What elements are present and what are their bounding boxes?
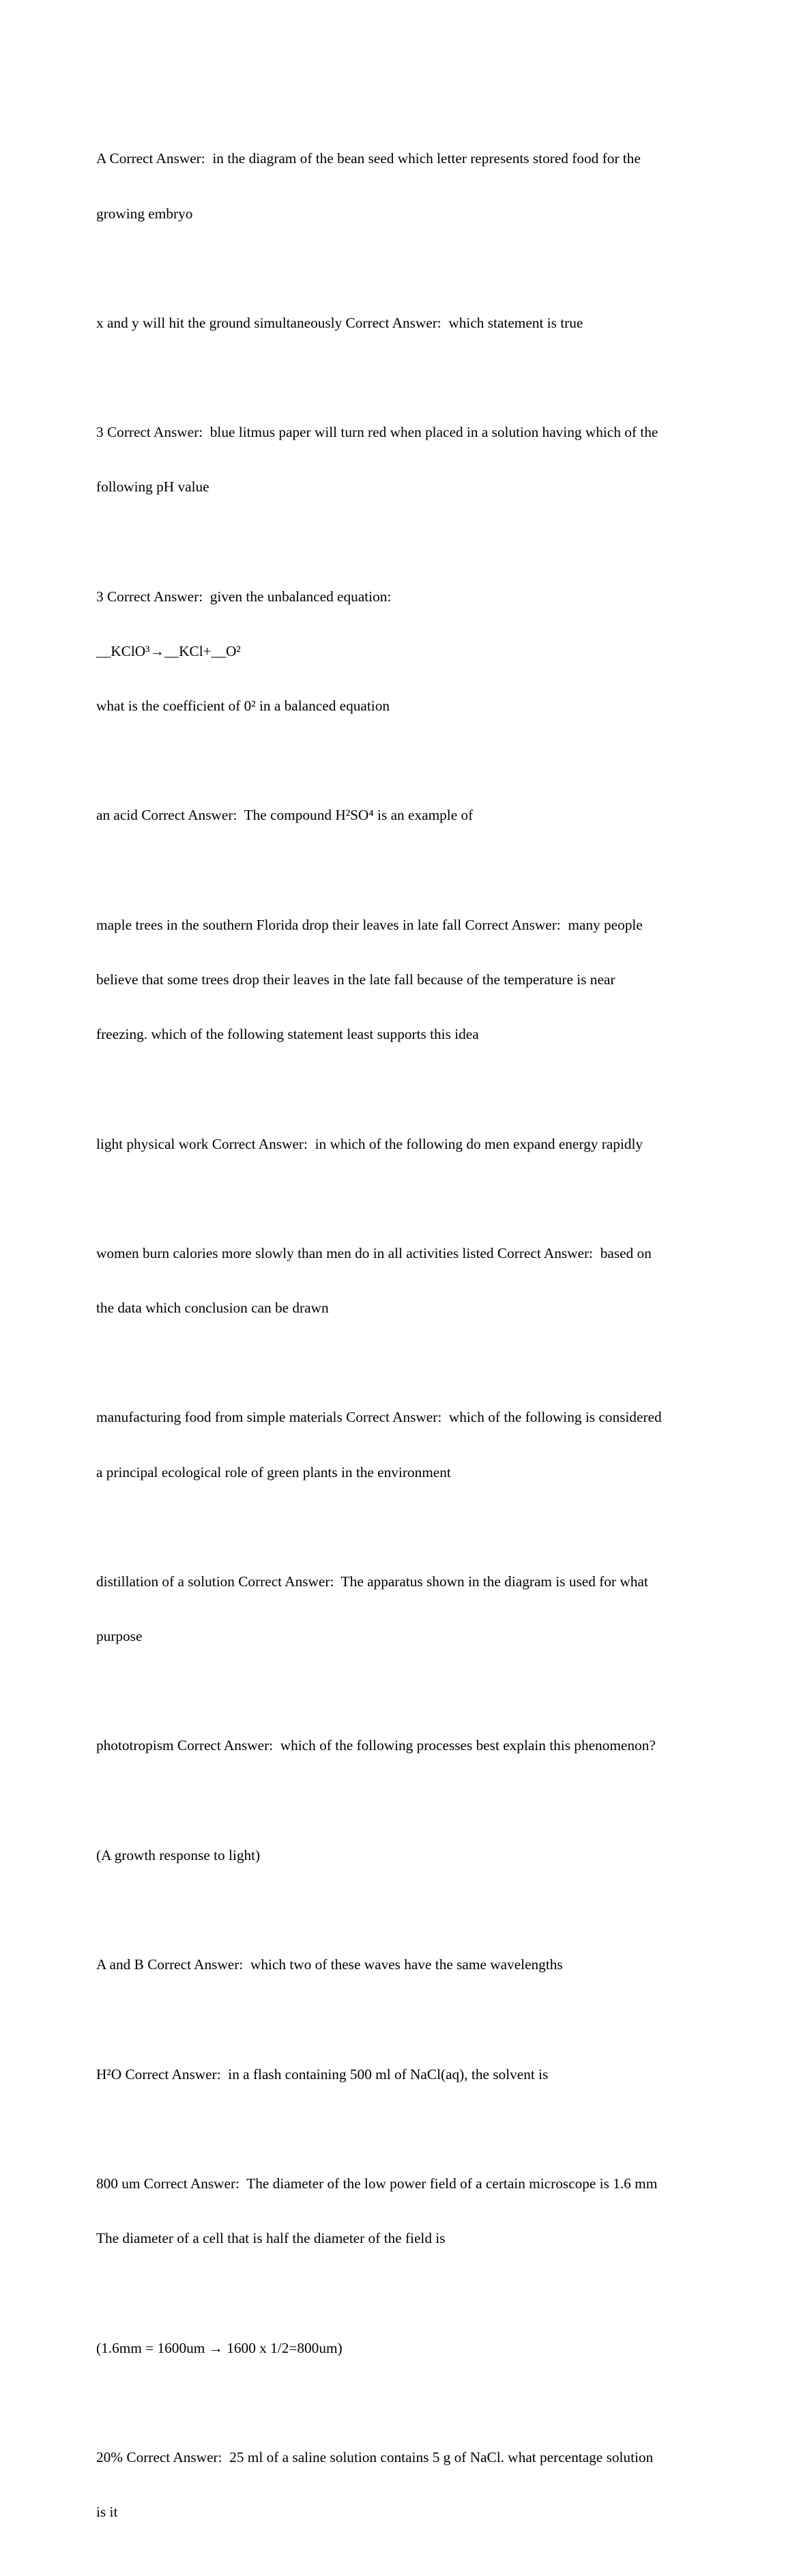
paragraph-2 bbox=[96, 278, 721, 369]
text-line: x and y will hit the ground simultaneously Correct Answer: which statement is true bbox=[96, 314, 583, 331]
text-line: following pH value bbox=[96, 478, 209, 496]
paragraph-3 bbox=[96, 387, 721, 533]
paragraph-16 bbox=[96, 2302, 721, 2394]
text-line: A Correct Answer: in the diagram of the bean seed which letter represents stored food for the bbox=[96, 150, 641, 167]
text-line: 3 Correct Answer: blue litmus paper will turn red when placed in a solution having which of the bbox=[96, 424, 658, 441]
document-page bbox=[96, 113, 721, 2576]
text-line: distillation of a solution Correct Answer: The apparatus shown in the diagram is used for what bbox=[96, 1573, 648, 1590]
paragraph-11 bbox=[96, 1700, 721, 1792]
paragraph-1 bbox=[96, 113, 721, 259]
text-line: an acid Correct Answer: The compound H²SO⁴ is an example of bbox=[96, 807, 474, 824]
text-line: a principal ecological role of green plants in the environment bbox=[96, 1463, 451, 1480]
text-line: growing embryo bbox=[96, 205, 193, 222]
text-line: is it bbox=[96, 2504, 118, 2521]
paragraph-12 bbox=[96, 1809, 721, 1901]
text-line: freezing. which of the following statement least supports this idea bbox=[96, 1026, 479, 1043]
text-line: 800 um Correct Answer: The diameter of the low power field of a certain microscope is 1.6 mm bbox=[96, 2175, 658, 2192]
paragraph-8 bbox=[96, 1208, 721, 1354]
text-line: women burn calories more slowly than men do in all activities listed Correct Answer: based on bbox=[96, 1244, 652, 1261]
paragraph-14 bbox=[96, 2029, 721, 2120]
text-line: (A growth response to light) bbox=[96, 1846, 261, 1863]
paragraph-5 bbox=[96, 770, 721, 861]
text-line: maple trees in the southern Florida drop their leaves in late fall Correct Answer: many people bbox=[96, 916, 643, 933]
paragraph-13 bbox=[96, 1919, 721, 2011]
text-line: the data which conclusion can be drawn bbox=[96, 1300, 329, 1317]
paragraph-6 bbox=[96, 879, 721, 1080]
text-line: 3 Correct Answer: given the unbalanced equation: bbox=[96, 588, 392, 605]
text-line: phototropism Correct Answer: which of the following processes best explain this phenomenon? bbox=[96, 1737, 656, 1754]
text-line: light physical work Correct Answer: in which of the following do men expand energy rapidly bbox=[96, 1135, 643, 1152]
paragraph-9 bbox=[96, 1372, 721, 1518]
text-line: A and B Correct Answer: which two of these waves have the same wavelengths bbox=[96, 1956, 563, 1973]
equation-line: __KClO³→__KCl+__O² bbox=[96, 642, 241, 659]
paragraph-17 bbox=[96, 2412, 721, 2558]
paragraph-7 bbox=[96, 1098, 721, 1190]
text-line: The diameter of a cell that is half the diameter of the field is bbox=[96, 2230, 446, 2247]
paragraph-4 bbox=[96, 551, 721, 752]
paragraph-15 bbox=[96, 2138, 721, 2285]
text-line: believe that some trees drop their leaves in the late fall because of the temperature is near bbox=[96, 971, 615, 988]
text-line: (1.6mm = 1600um → 1600 x 1/2=800um) bbox=[96, 2339, 343, 2356]
text-line: purpose bbox=[96, 1628, 143, 1645]
text-line: manufacturing food from simple materials Correct Answer: which of the following is considered bbox=[96, 1409, 662, 1426]
text-line: what is the coefficient of 0² in a balanced equation bbox=[96, 698, 390, 715]
text-line: 20% Correct Answer: 25 ml of a saline solution contains 5 g of NaCl. what percentage solution bbox=[96, 2449, 654, 2465]
text-line: H²O Correct Answer: in a flash containing 500 ml of NaCl(aq), the solvent is bbox=[96, 2065, 549, 2083]
paragraph-10 bbox=[96, 1536, 721, 1683]
